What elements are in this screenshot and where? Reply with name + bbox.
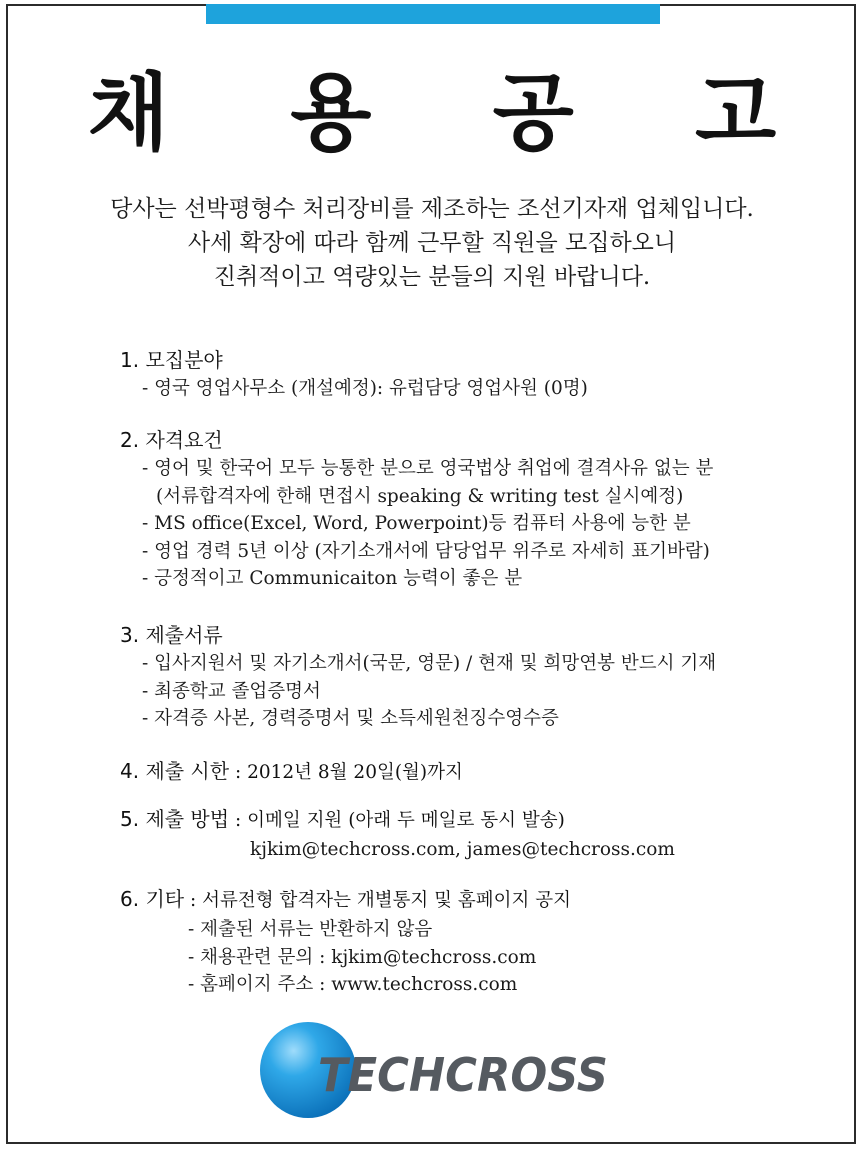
list-item: - 제출된 서류는 반환하지 않음 <box>188 919 433 940</box>
techcross-logo <box>256 1020 616 1120</box>
logo-wordmark: TECHCROSS <box>318 1048 608 1102</box>
section-heading: 2. 자격요건 <box>120 428 223 452</box>
email-addresses: kjkim@techcross.com, james@techcross.com <box>250 839 675 860</box>
list-item: - 채용관련 문의 : kjkim@techcross.com <box>188 946 537 968</box>
intro-line: 진취적이고 역량있는 분들의 지원 바랍니다. <box>213 264 651 290</box>
list-item: (서류합격자에 한해 면접시 speaking & writing test 실시예정) <box>156 485 684 507</box>
list-item: - 자격증 사본, 경력증명서 및 소득세원천징수영수증 <box>142 708 559 729</box>
section-qualifications <box>120 425 713 593</box>
intro-paragraph <box>0 192 864 294</box>
section-etc <box>120 884 571 999</box>
section-heading: 5. 제출 방법 <box>120 807 230 831</box>
list-item: - 영업 경력 5년 이상 (자기소개서에 담당업무 위주로 자세히 표기바람) <box>142 540 710 562</box>
list-item: - 입사지원서 및 자기소개서(국문, 영문) / 현재 및 희망연봉 반드시 기재 <box>142 653 717 674</box>
list-item: - 최종학교 졸업증명서 <box>142 680 321 702</box>
section-recruitment-field <box>120 345 588 403</box>
section-method <box>120 804 565 836</box>
section-heading: 4. 제출 시한 <box>120 759 230 783</box>
list-item: - 영어 및 한국어 모두 능통한 분으로 영국법상 취업에 결격사유 없는 분 <box>142 458 714 479</box>
list-item: - 홈페이지 주소 : www.techcross.com <box>188 974 518 995</box>
page-title: 채 용 공 고 <box>87 64 823 162</box>
section-heading: 3. 제출서류 <box>120 623 223 647</box>
section-heading: 6. 기타 <box>120 887 185 911</box>
list-item: - 영국 영업사무소 (개설예정): 유럽담당 영업사원 (0명) <box>142 378 588 399</box>
section-deadline <box>120 756 463 788</box>
deadline-value: : 2012년 8월 20일(월)까지 <box>229 762 463 783</box>
intro-line: 사세 확장에 따라 함께 근무할 직원을 모집하오니 <box>187 230 677 256</box>
intro-line: 당사는 선박평형수 처리장비를 제조하는 조선기자재 업체입니다. <box>110 196 754 222</box>
section-documents <box>120 620 716 733</box>
top-accent-bar <box>206 4 660 24</box>
etc-value: : 서류전형 합격자는 개별통지 및 홈페이지 공지 <box>184 890 572 911</box>
list-item: - MS office(Excel, Word, Powerpoint)등 컴퓨터 사용에 능한 분 <box>142 513 691 534</box>
method-value: : 이메일 지원 (아래 두 메일로 동시 발송) <box>229 810 565 831</box>
section-heading: 1. 모집분야 <box>120 348 223 372</box>
list-item: - 긍정적이고 Communicaiton 능력이 좋은 분 <box>142 568 523 589</box>
